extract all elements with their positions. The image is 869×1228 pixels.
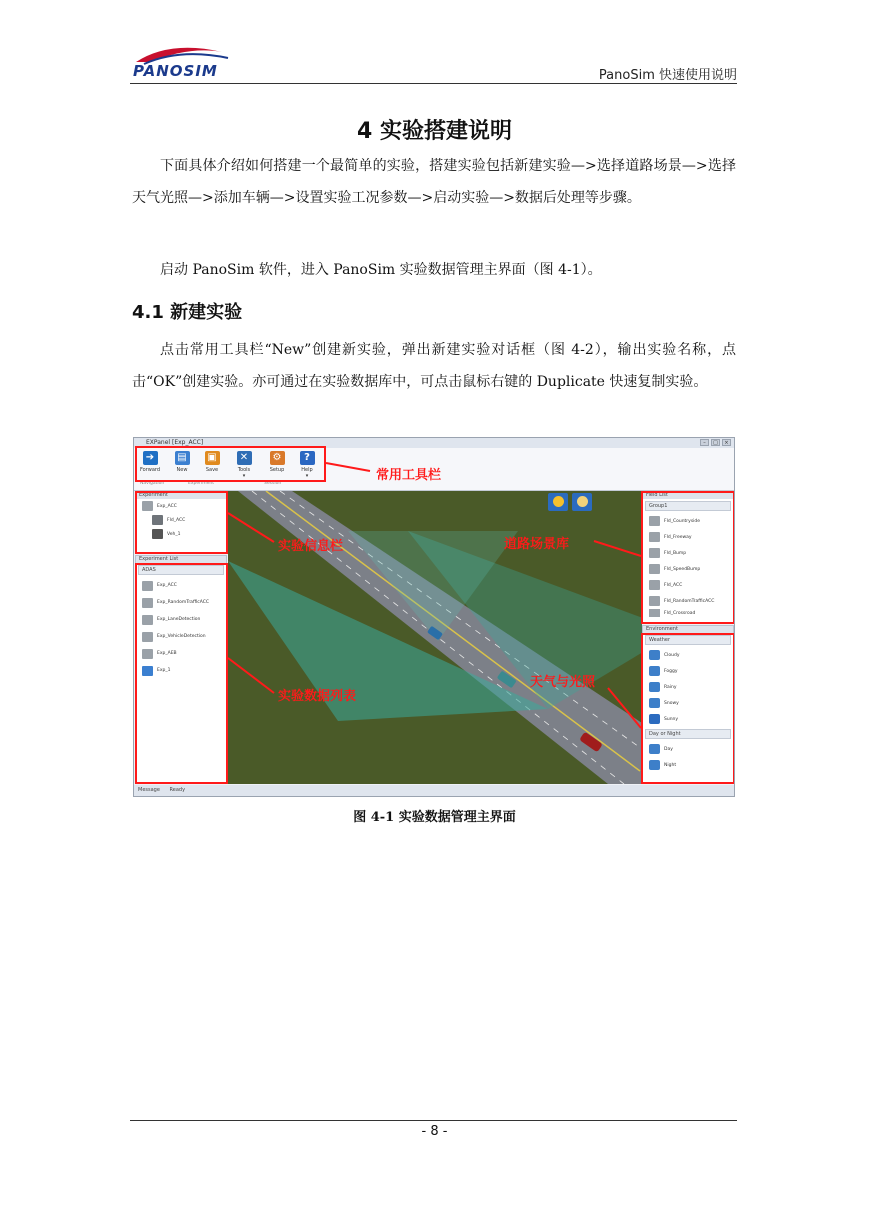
paragraph-new-experiment: 点击常用工具栏“New”创建新实验，弹出新建实验对话框（图 4-2），输出实验名称，点击“OK”创建实验。亦可通过在实验数据库中，可点击鼠标右键的 Duplicate 快速复制实验。 bbox=[132, 342, 736, 390]
list-item-label: Exp_ACC bbox=[157, 583, 177, 588]
list-item-label: Fld_Countryside bbox=[664, 518, 701, 524]
weather-label: Cloudy bbox=[664, 652, 680, 658]
callout-weather-light: 天气与光照 bbox=[530, 675, 596, 690]
help-icon: ? bbox=[300, 451, 315, 465]
screenshot-figure bbox=[133, 437, 735, 797]
toolbar-group-label: Experiment bbox=[188, 481, 215, 486]
chevron-down-icon: ▾ bbox=[242, 473, 246, 479]
tools-label: Tools bbox=[237, 467, 251, 473]
figure-caption: 图 4-1 实验数据管理主界面 bbox=[353, 810, 516, 825]
weather-label: Sunny bbox=[664, 716, 679, 722]
experiment-panel-title: Experiment bbox=[136, 492, 226, 499]
weather-group-bar[interactable]: Weather bbox=[645, 635, 731, 645]
toolbar-group-label: Navigation bbox=[140, 481, 165, 486]
tree-item-label: Exp_ACC bbox=[157, 503, 177, 509]
running-header-title: PanoSim 快速使用说明 bbox=[598, 68, 737, 83]
arrow-right-icon: ➔ bbox=[143, 451, 158, 465]
list-item-label: Fld_ACC bbox=[664, 582, 683, 588]
list-item-label: Fld_Bump bbox=[664, 550, 687, 556]
new-label: New bbox=[176, 467, 188, 473]
callout-experiment-info: 实验信息栏 bbox=[278, 539, 344, 554]
forward-label: Forward bbox=[139, 467, 161, 473]
footer-rule bbox=[130, 1120, 737, 1121]
minimize-icon[interactable]: – bbox=[700, 439, 709, 446]
tree-item-label: Fld_ACC bbox=[167, 517, 186, 523]
chapter-title: 4 实验搭建说明 bbox=[357, 119, 512, 144]
maximize-icon[interactable]: □ bbox=[711, 439, 720, 446]
tree-item-label: Veh_1 bbox=[167, 531, 181, 537]
new-doc-icon: ▤ bbox=[175, 451, 190, 465]
chevron-down-icon: ▾ bbox=[305, 473, 309, 479]
window-title: EXPanel [Exp_ACC] bbox=[146, 439, 204, 446]
callout-road-scene: 道路场景库 bbox=[504, 537, 570, 552]
list-item-label: Exp_1 bbox=[157, 668, 171, 673]
list-item-label: Fld_RandomTrafficACC bbox=[664, 598, 715, 604]
environment-title: Environment bbox=[643, 626, 733, 633]
experiment-list-title: Experiment List bbox=[136, 556, 226, 563]
save-label: Save bbox=[205, 467, 219, 473]
save-icon: ▣ bbox=[205, 451, 220, 465]
status-message-label: Message bbox=[138, 787, 160, 793]
help-label: Help bbox=[301, 467, 313, 473]
experiment-group-bar[interactable]: ADAS bbox=[138, 565, 224, 575]
list-item-label: Exp_VehicleDetection bbox=[157, 634, 206, 639]
field-group-bar[interactable]: Group1 bbox=[645, 501, 731, 511]
daynight-label: Day bbox=[664, 746, 673, 752]
weather-label: Rainy bbox=[664, 684, 677, 690]
list-item-label: Exp_AEB bbox=[157, 651, 177, 656]
paragraph-intro: 下面具体介绍如何搭建一个最简单的实验，搭建实验包括新建实验—>选择道路场景—>选择天气光照—>添加车辆—>设置实验工况参数—>启动实验—>数据后处理等步骤。 bbox=[132, 158, 736, 206]
list-item-label: Fld_Freeway bbox=[664, 534, 692, 540]
close-icon[interactable]: × bbox=[722, 439, 731, 446]
logo-text: PANOSIM bbox=[133, 62, 218, 80]
weather-label: Snowy bbox=[664, 700, 679, 706]
paragraph-launch: 启动 PanoSim 软件，进入 PanoSim 实验数据管理主界面（图 4-1）。 bbox=[160, 262, 602, 278]
callout-arrows bbox=[134, 438, 735, 797]
daynight-group-bar[interactable]: Day or Night bbox=[645, 729, 731, 739]
header-rule bbox=[130, 83, 737, 84]
toolbar-group-label: Session bbox=[264, 481, 282, 486]
section-title: 4.1 新建实验 bbox=[132, 302, 243, 323]
field-list-title: Field List bbox=[643, 492, 733, 499]
page-number: - 8 - bbox=[421, 1124, 448, 1139]
daynight-label: Night bbox=[664, 762, 677, 768]
callout-experiment-list: 实验数据列表 bbox=[278, 689, 357, 704]
list-item-label: Exp_LaneDetection bbox=[157, 617, 201, 622]
setup-label: Setup bbox=[269, 467, 285, 473]
tools-icon: ✕ bbox=[237, 451, 252, 465]
list-item-label: Exp_RandomTrafficACC bbox=[157, 600, 210, 605]
setup-icon: ⚙ bbox=[270, 451, 285, 465]
status-state: Ready bbox=[169, 787, 186, 793]
callout-toolbar: 常用工具栏 bbox=[376, 468, 442, 483]
list-item-label: Fld_SpeedBump bbox=[664, 566, 701, 572]
list-item-label: Fld_Crossroad bbox=[664, 610, 696, 616]
weather-label: Foggy bbox=[664, 668, 678, 674]
